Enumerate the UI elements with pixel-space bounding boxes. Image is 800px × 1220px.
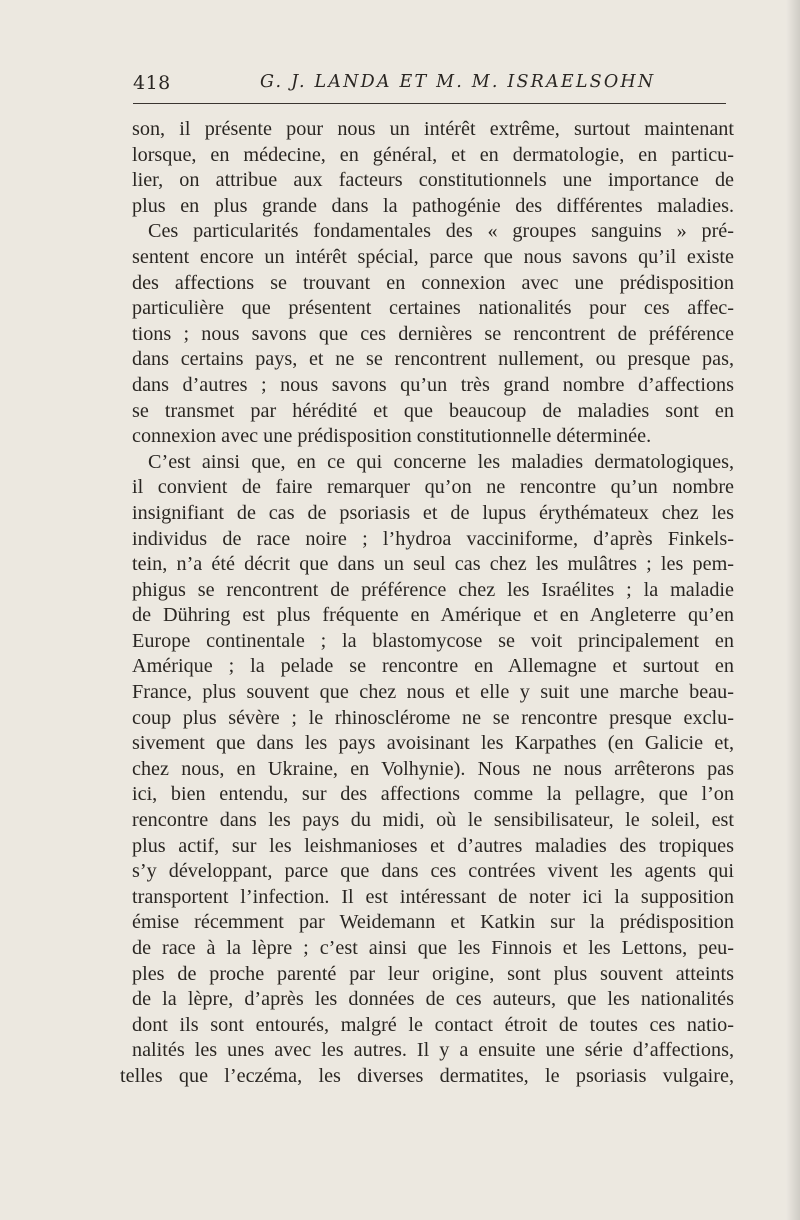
text-line: individus de race noire ; l’hydroa vacciniforme, d’après Finkels- [132, 527, 734, 550]
text-line: Amérique ; la pelade se rencontre en Allemagne et surtout en [132, 655, 734, 678]
text-line: des affections se trouvant en connexion avec une prédisposition [132, 271, 734, 294]
text-line: ples de proche parenté par leur origine, sont plus souvent atteints [132, 962, 734, 985]
text-line: telles que l’eczéma, les diverses dermatites, le psoriasis vulgaire, [120, 1064, 734, 1087]
text-line: lier, on attribue aux facteurs constitutionnels une importance de [132, 169, 734, 192]
text-line: Europe continentale ; la blastomycose se voit principalement en [132, 629, 734, 652]
text-line: Ces particularités fondamentales des « groupes sanguins » pré- [148, 220, 734, 243]
text-line: sivement que dans les pays avoisinant les Karpathes (en Galicie et, [132, 732, 734, 755]
text-line: rencontre dans les pays du midi, où le sensibilisateur, le soleil, est [132, 809, 734, 832]
text-line: lorsque, en médecine, en général, et en dermatologie, en particu- [132, 143, 734, 166]
text-line: France, plus souvent que chez nous et elle y suit une marche beau- [132, 681, 734, 704]
text-line: ici, bien entendu, sur des affections comme la pellagre, que l’on [132, 783, 734, 806]
text-line: de race à la lèpre ; c’est ainsi que les Finnois et les Lettons, peu- [132, 937, 734, 959]
text-line: transportent l’infection. Il est intéressant de noter ici la supposition [132, 885, 734, 908]
body-text [120, 117, 734, 1090]
text-line: tions ; nous savons que ces dernières se rencontrent de préférence [132, 322, 734, 345]
text-line: sentent encore un intérêt spécial, parce que nous savons qu’il existe [132, 245, 734, 268]
text-line: émise récemment par Weidemann et Katkin sur la prédisposition [132, 911, 734, 934]
text-line: C’est ainsi que, en ce qui concerne les maladies dermatologiques, [148, 450, 734, 473]
text-line: dont ils sont entourés, malgré le contact étroit de toutes ces natio- [132, 1013, 734, 1036]
text-line: nalités les unes avec les autres. Il y a ensuite une série d’affections, [132, 1039, 734, 1062]
text-line: de la lèpre, d’après les données de ces auteurs, que les nationalités [132, 988, 734, 1011]
running-title: G. J. LANDA ET M. M. ISRAELSOHN [260, 72, 656, 92]
text-line: dans certains pays, et ne se rencontrent nullement, ou presque pas, [132, 348, 734, 371]
text-line: chez nous, en Ukraine, en Volhynie). Nous ne nous arrêterons pas [132, 757, 734, 780]
text-line: s’y développant, parce que dans ces contrées vivent les agents qui [132, 860, 734, 883]
text-line: connexion avec une prédisposition constitutionnelle déterminée. [132, 425, 652, 448]
page-number: 418 [133, 72, 171, 94]
text-line: se transmet par hérédité et que beaucoup de maladies sont en [132, 399, 734, 422]
text-line: plus actif, sur les leishmanioses et d’autres maladies des tropiques [132, 834, 734, 857]
text-line: insignifiant de cas de psoriasis et de lupus érythémateux chez les [132, 501, 734, 524]
text-line: plus en plus grande dans la pathogénie des différentes maladies. [132, 194, 734, 217]
text-line: dans d’autres ; nous savons qu’un très grand nombre d’affections [132, 373, 734, 396]
text-line: son, il présente pour nous un intérêt extrême, surtout maintenant [132, 118, 734, 140]
text-line: phigus se rencontrent de préférence chez les Israélites ; la maladie [132, 578, 734, 601]
page-edge-shadow [786, 0, 800, 1220]
text-line: de Dühring est plus fréquente en Amérique et en Angleterre qu’en [132, 604, 734, 627]
page-header [133, 72, 726, 96]
text-line: coup plus sévère ; le rhinosclérome ne se rencontre presque exclu- [132, 706, 734, 729]
text-line: particulière que présentent certaines nationalités pour ces affec- [132, 297, 734, 320]
text-line: tein, n’a été décrit que dans un seul cas chez les mulâtres ; les pem- [132, 553, 734, 576]
header-rule [133, 103, 726, 104]
text-line: il convient de faire remarquer qu’on ne rencontre qu’un nombre [132, 476, 734, 499]
